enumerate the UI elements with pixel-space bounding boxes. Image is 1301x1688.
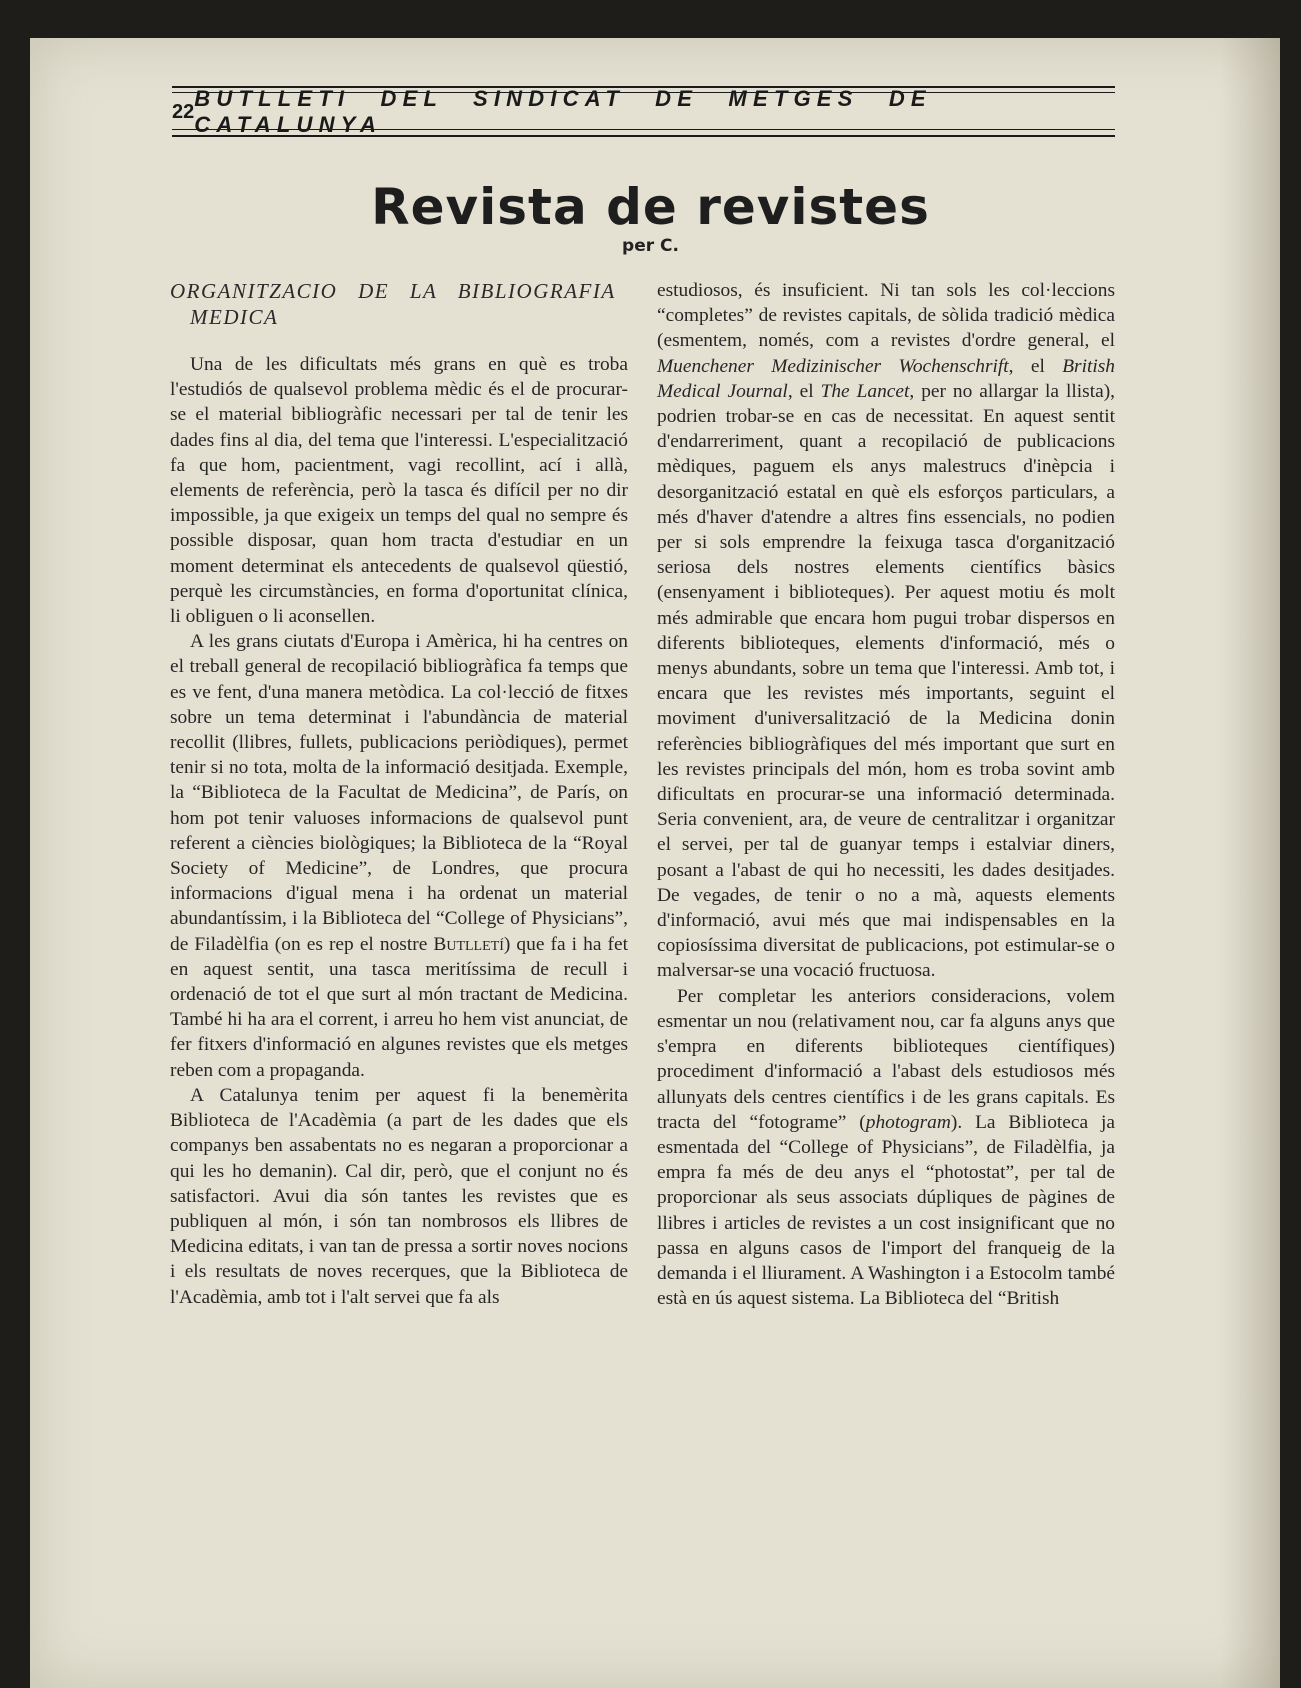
header-row (172, 86, 1115, 137)
section-heading: ORGANITZACIO DE LA BIBLIOGRAFIA MEDICA (170, 279, 616, 329)
article-title: Revista de revistes (371, 178, 930, 236)
text-run: A les grans ciutats d'Europa i Amèrica, hi ha centres on el treball general de recopilació bibliogràfica fa temps que es ve fent, d'una manera metòdica. La col·lecció de fitxes sobre un tema determinat i l'abundància de material recollit (llibres, fullets, publicacions periòdiques), permet tenir si no tota, molta de la informació desitjada. Exemple, la “Biblioteca de la Facultat de Medicina”, de París, on hom pot tenir valuoses informacions de qualsevol punt referent a ciències biològiques; la Biblioteca de la “Royal Society of Medicine”, de Londres, que procura informacions d'igual mena i ha ordenat un material abundantíssim, i la Biblioteca del “College of Physicians”, de Filadèlfia (on es rep el nostre (170, 631, 628, 955)
text-run: ) que fa i ha fet en aquest sentit, una tasca meritíssima de recull i ordenació de tot el que surt al món tractant de Medicina. També hi ha ara el corrent, i arreu ho hem vist anunciat, de fer fitxers d'informació en algunes revistes que els metges reben com a propaganda. (170, 933, 628, 1081)
text-run: estudiosos, és insuficient. Ni tan sols les col·leccions “completes” de revistes capitals, de sòlida tradició mèdica (esmentem, només, com a revistes d'ordre general, el (657, 280, 1115, 352)
right-column (657, 278, 1115, 1311)
running-header (172, 86, 1115, 138)
article-byline: per C. (622, 236, 679, 256)
paragraph (657, 984, 1115, 1312)
small-caps-text: Butlletí (433, 933, 504, 955)
journal-title: The Lancet (820, 380, 910, 402)
header-rule (172, 129, 1115, 130)
page-number: 22 (172, 100, 195, 123)
page-edge-shadow (1220, 38, 1280, 1688)
text-run: , per no allargar la llista), podrien trobar-se en cas de necessitat. En aquest sentit d'endarreriment, quant a recopilació de publicacions mèdiques, paguem els anys malestrucs d'inèpcia i desorganització estatal en què els esforços particulars, a més d'haver d'atendre a altres fins essencials, no podien per si sols emprendre la feixuga tasca d'organització seriosa dels nostres elements científics bàsics (ensenyament i biblioteques). Per aquest motiu és molt més admirable que encara hom pugui trobar dispersos en diferents biblioteques, elements d'informació, més o menys abundants, sobre un tema que l'interessi. Amb tot, i encara que les revistes més importants, seguint el moviment d'universalització de la Medicina donin referències bibliogràfiques del més important que surt en les revistes principals del món, hom es troba sovint amb dificultats en procurar-se una informació determinada. Seria convenient, ara, de veure de centralitzar i organitzar el servei, per tal de guanyar temps i estalviar diners, posant a l'abast de qui ho necessiti, les dades desitjades. De vegades, de tenir o no a mà, aquests elements d'informació, avui més que mai indispensables en la copiosíssima diversitat de publicacions, pot estimular-se o malversar-se una vocació fructuosa. (657, 380, 1116, 982)
text-run: Per completar les anteriors consideracions, volem esmentar un nou (relativament nou, car fa alguns anys que s'empra en diferents biblioteques científiques) procediment d'informació a l'abast dels estudiosos més allunyats dels centres científics i de les grans capitals. Es tracta del “fotograme” ( (657, 985, 1115, 1133)
paragraph (170, 629, 628, 1083)
journal-title: Muenchener Medizinischer Wochenschrift (657, 355, 1009, 377)
text-run: ). La Biblioteca ja esmentada del “College of Physicians”, de Filadèlfia, ja empra fa més de deu anys el “photostat”, per tal de proporcionar als seus associats dúpliques de pàgines de llibres i articles de revistes a un cost insignificant que no passa en alguns casos de l'import del franqueig de la demanda i el lliurament. A Washington i a Estocolm també està en ús aquest sistema. La Biblioteca del “British (657, 1111, 1115, 1310)
italic-term: photogram (865, 1111, 951, 1133)
paragraph: A Catalunya tenim per aquest fi la benemèrita Biblioteca de l'Acadèmia (a part de les dades que els companys ben assabentats no es negaran a proporcionar a qui les ho demanin). Cal dir, però, que el conjunt no és satisfactori. Avui dia són tantes les revistes que es publiquen al món, i són tan nombrosos els llibres de Medicina editats, i van tan de pressa a sortir noves nocions i els resultats de noves recerques, que la Biblioteca de l'Acadèmia, amb tot i l'alt servei que fa als (170, 1084, 628, 1308)
left-column (170, 278, 628, 1310)
text-run: , el (1008, 355, 1063, 377)
paragraph: Una de les dificultats més grans en què es troba l'estudiós de qualsevol problema mèdic és el de procurar-se el material bibliogràfic necessari per tal de tenir les dades fins al dia, del tema que l'interessi. L'especialització fa que hom, pacientment, vagi recollint, ací i allà, elements de referència, però la tasca és difícil per no dir impossible, ja que exigeix un temps del qual no sempre és possible disposar, quan hom tracta d'estudiar en un moment determinat els antecedents de qualsevol qüestió, perquè les circumstàncies, en forma d'oportunitat clínica, li obliguen o li aconsellen. (170, 354, 628, 628)
header-rule (172, 135, 1115, 137)
running-title: BUTLLETI DEL SINDICAT DE METGES DE CATALUNYA (194, 86, 932, 137)
paragraph (657, 278, 1115, 984)
journal-title: British Medical Journal (657, 355, 1115, 402)
text-run: , el (787, 380, 821, 402)
